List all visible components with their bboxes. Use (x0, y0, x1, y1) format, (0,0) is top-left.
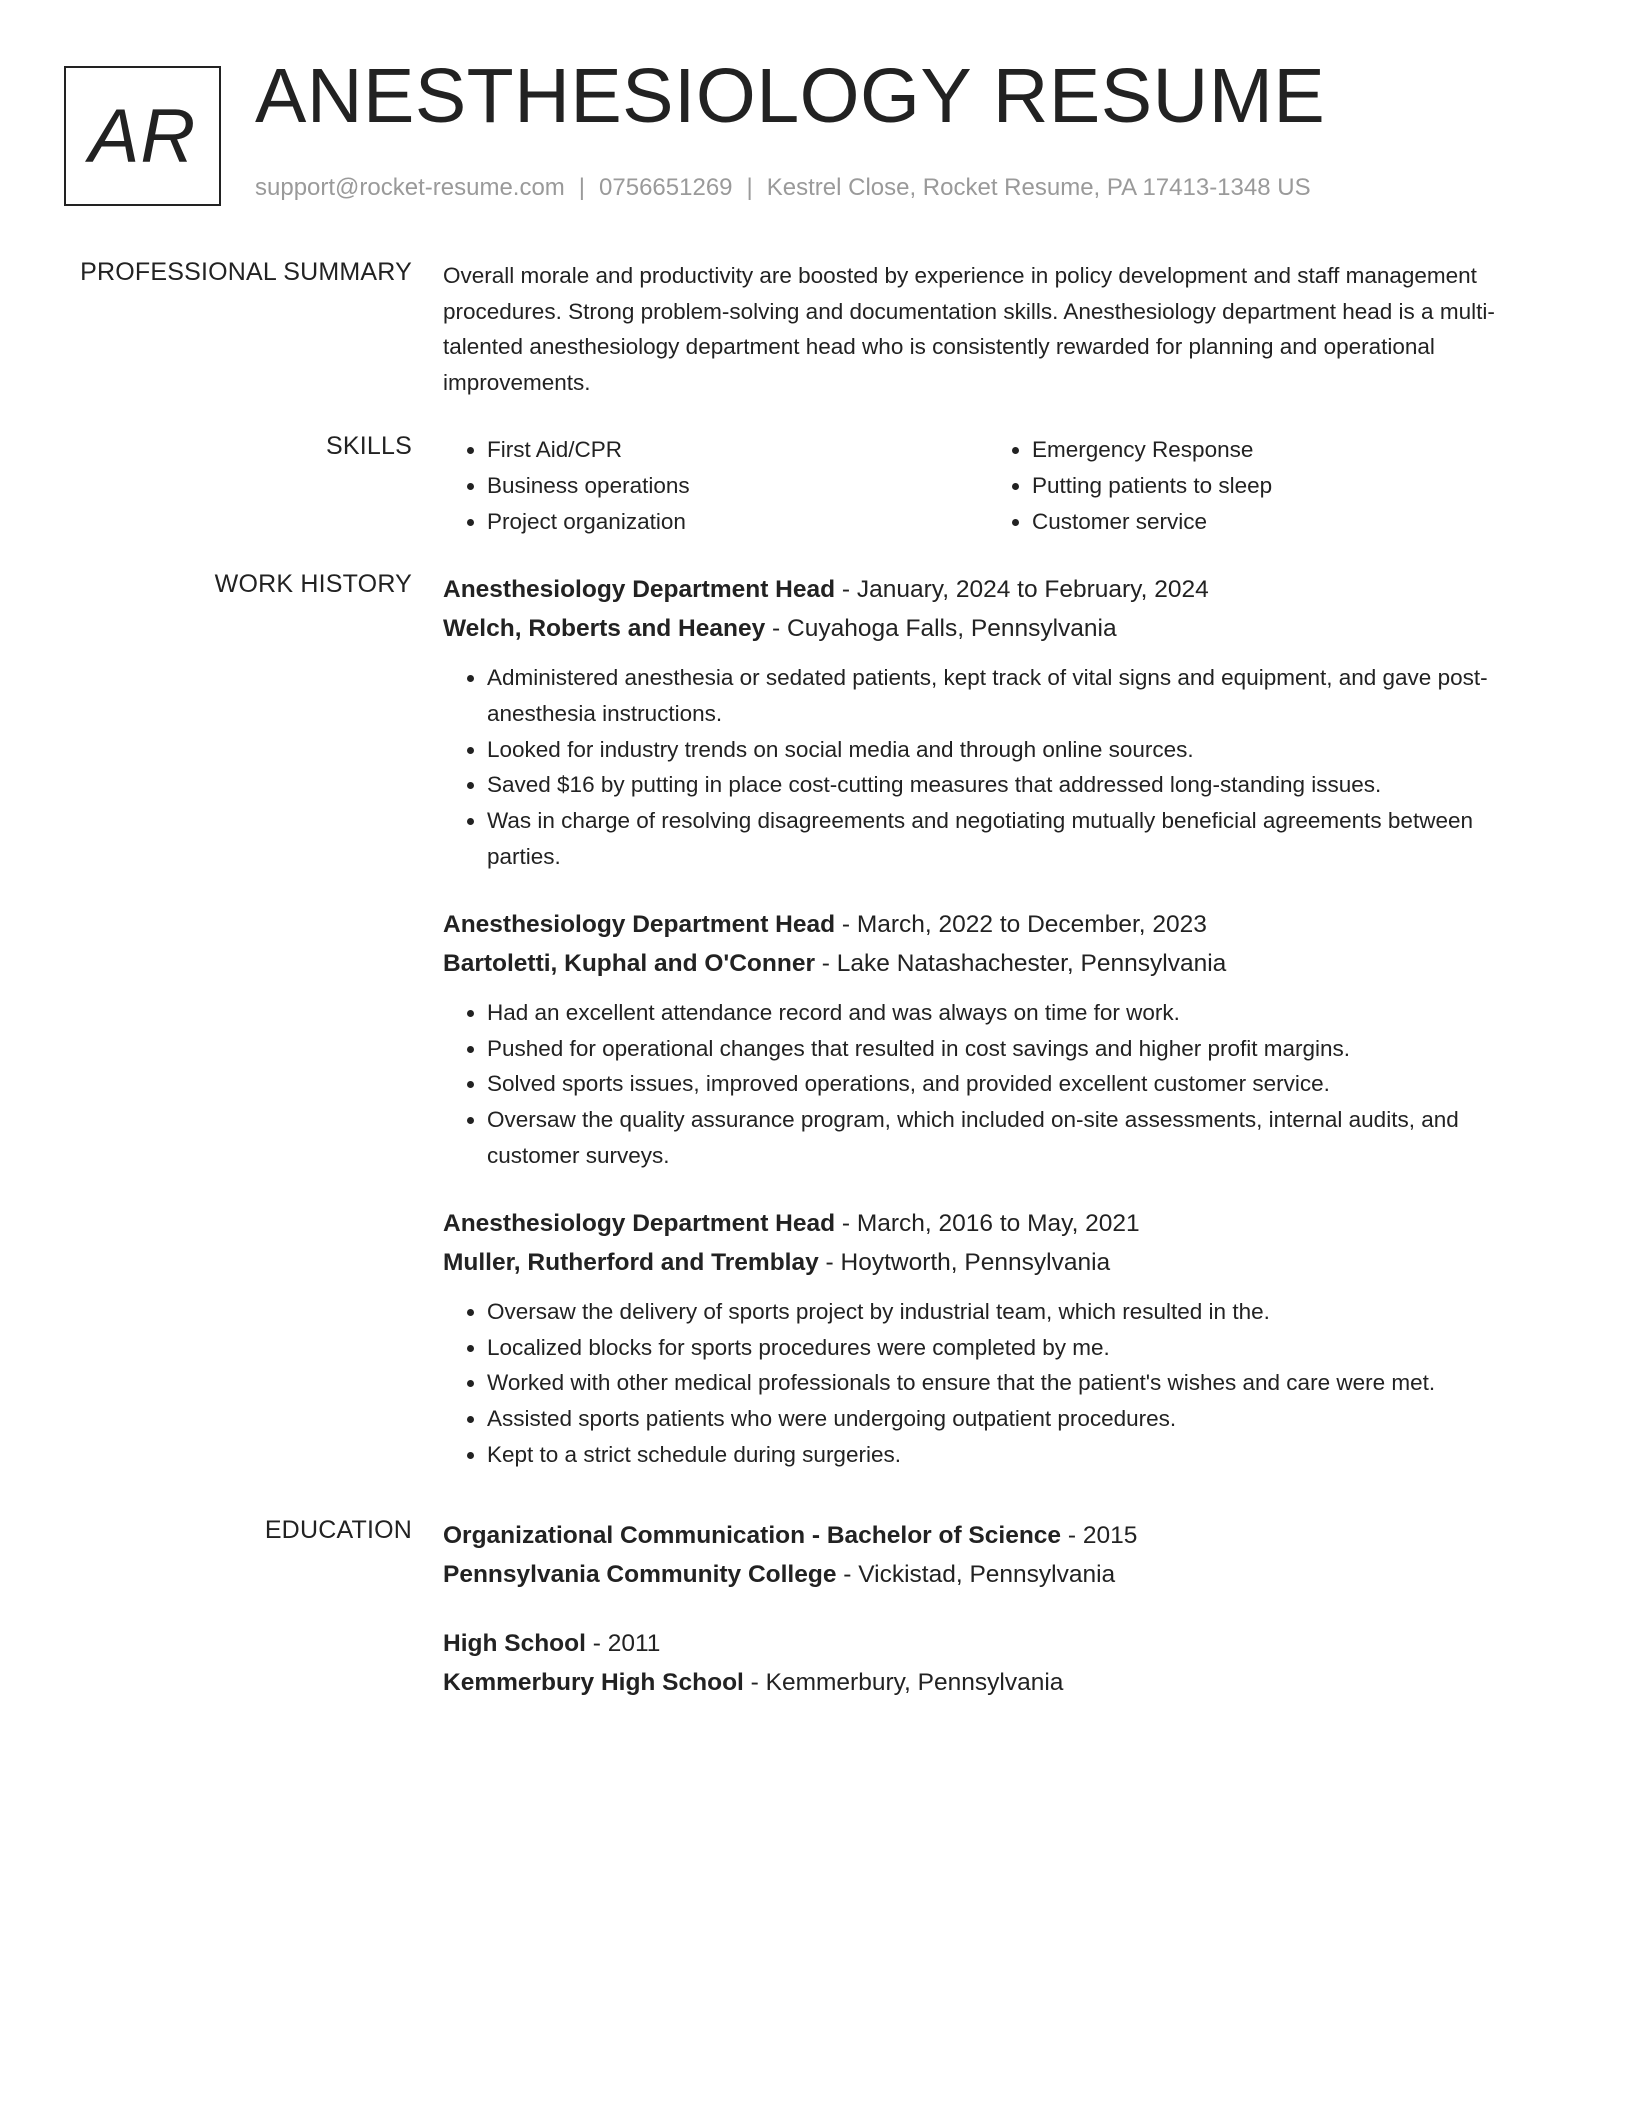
job-entry (443, 905, 1553, 1174)
job-duty: • Worked with other medical professionals to ensure that the patient's wishes and care were met. (487, 1365, 1553, 1401)
education-school-line (443, 1663, 1553, 1702)
education-degree: Organizational Communication - Bachelor of Science (443, 1522, 1062, 1549)
job-duty: • Oversaw the delivery of sports project by industrial team, which resulted in the. (487, 1294, 1553, 1330)
skill-item: • Business operations (487, 468, 988, 504)
job-title: Anesthesiology Department Head (443, 1209, 836, 1237)
job-duty: • Oversaw the quality assurance program, which included on-site assessments, internal audits, and customer surveys. (487, 1102, 1553, 1174)
job-company: Welch, Roberts and Heaney (443, 615, 766, 642)
job-dates: - March, 2016 to May, 2021 (835, 1209, 1140, 1237)
resume-title: ANESTHESIOLOGY RESUME (255, 53, 1326, 139)
contact-email: support@rocket-resume.com (255, 174, 565, 201)
education-school: Pennsylvania Community College (443, 1561, 837, 1588)
skill-item: • Emergency Response (1032, 432, 1533, 468)
skill-item: • Project organization (487, 504, 988, 540)
job-location: - Cuyahoga Falls, Pennsylvania (765, 615, 1117, 642)
education-heading: EDUCATION (264, 1516, 412, 1544)
contact-phone: 0756651269 (599, 174, 733, 201)
job-duty: • Looked for industry trends on social media and through online sources. (487, 732, 1553, 768)
skills-list-left (443, 432, 988, 539)
education-degree-line (443, 1624, 1553, 1663)
job-title-line (443, 1204, 1553, 1243)
contact-separator: | (746, 174, 753, 201)
job-duty: • Saved $16 by putting in place cost-cutting measures that addressed long-standing issues. (487, 767, 1553, 803)
monogram-initials: AR (64, 66, 221, 206)
job-duty: • Was in charge of resolving disagreements and negotiating mutually beneficial agreements between parties. (487, 803, 1553, 875)
work-history-heading: WORK HISTORY (214, 570, 412, 598)
skill-item: • Putting patients to sleep (1032, 468, 1533, 504)
job-title: Anesthesiology Department Head (443, 576, 836, 603)
skill-item: • Customer service (1032, 504, 1533, 540)
work-history-body (443, 570, 1553, 1503)
job-company: Muller, Rutherford and Tremblay (443, 1248, 819, 1276)
job-company-line (443, 944, 1553, 983)
education-year: - 2011 (585, 1630, 661, 1657)
job-dates: - January, 2024 to February, 2024 (835, 576, 1209, 603)
job-company-line (443, 1243, 1553, 1282)
job-duties (443, 1294, 1553, 1473)
education-location: - Vickistad, Pennsylvania (836, 1561, 1116, 1588)
job-company-line (443, 609, 1553, 648)
job-dates: - March, 2022 to December, 2023 (835, 910, 1207, 938)
education-entry (443, 1516, 1553, 1594)
job-title-line (443, 905, 1553, 944)
education-degree: High School (443, 1630, 586, 1657)
skills-list-right (988, 432, 1533, 539)
job-entry (443, 570, 1553, 875)
education-entry (443, 1624, 1553, 1702)
job-duty: • Administered anesthesia or sedated patients, kept track of vital signs and equipment, and gave post-anesthesia instructions. (487, 660, 1553, 732)
contact-line (255, 174, 1311, 202)
job-location: - Lake Natashachester, Pennsylvania (814, 949, 1227, 977)
contact-separator: | (578, 174, 586, 201)
education-school-line (443, 1555, 1553, 1594)
job-duties (443, 995, 1553, 1174)
job-duty: • Pushed for operational changes that resulted in cost savings and higher profit margins. (487, 1031, 1553, 1067)
job-duty: • Solved sports issues, improved operations, and provided excellent customer service. (487, 1066, 1553, 1102)
job-duty: • Assisted sports patients who were undergoing outpatient procedures. (487, 1401, 1553, 1437)
job-duty: • Had an excellent attendance record and was always on time for work. (487, 995, 1553, 1031)
job-title-line (443, 570, 1553, 609)
skills-grid (443, 432, 1553, 539)
education-body (443, 1516, 1553, 1732)
skill-item: • First Aid/CPR (487, 432, 988, 468)
job-title: Anesthesiology Department Head (443, 910, 836, 938)
contact-address: Kestrel Close, Rocket Resume, PA 17413-1348 US (766, 174, 1311, 201)
job-duties (443, 660, 1553, 875)
skills-heading: SKILLS (326, 432, 412, 460)
education-degree-line (443, 1516, 1553, 1555)
job-entry (443, 1204, 1553, 1473)
education-year: - 2015 (1061, 1522, 1138, 1549)
education-school: Kemmerbury High School (443, 1669, 744, 1696)
summary-text: Overall morale and productivity are boosted by experience in policy development and staff management procedures. Strong problem-solving and documentation skills. Anesthesiology department head is a multi-talented anesthesiology department head who is consistently rewarded for planning and operational improvements. (443, 263, 1495, 395)
summary-heading: PROFESSIONAL SUMMARY (80, 258, 412, 286)
job-duty: • Localized blocks for sports procedures were completed by me. (487, 1330, 1553, 1366)
job-duty: • Kept to a strict schedule during surgeries. (487, 1437, 1553, 1473)
job-location: - Hoytworth, Pennsylvania (818, 1248, 1111, 1276)
job-company: Bartoletti, Kuphal and O'Conner (443, 949, 815, 977)
education-location: - Kemmerbury, Pennsylvania (743, 1669, 1064, 1696)
summary-body (443, 258, 1553, 400)
